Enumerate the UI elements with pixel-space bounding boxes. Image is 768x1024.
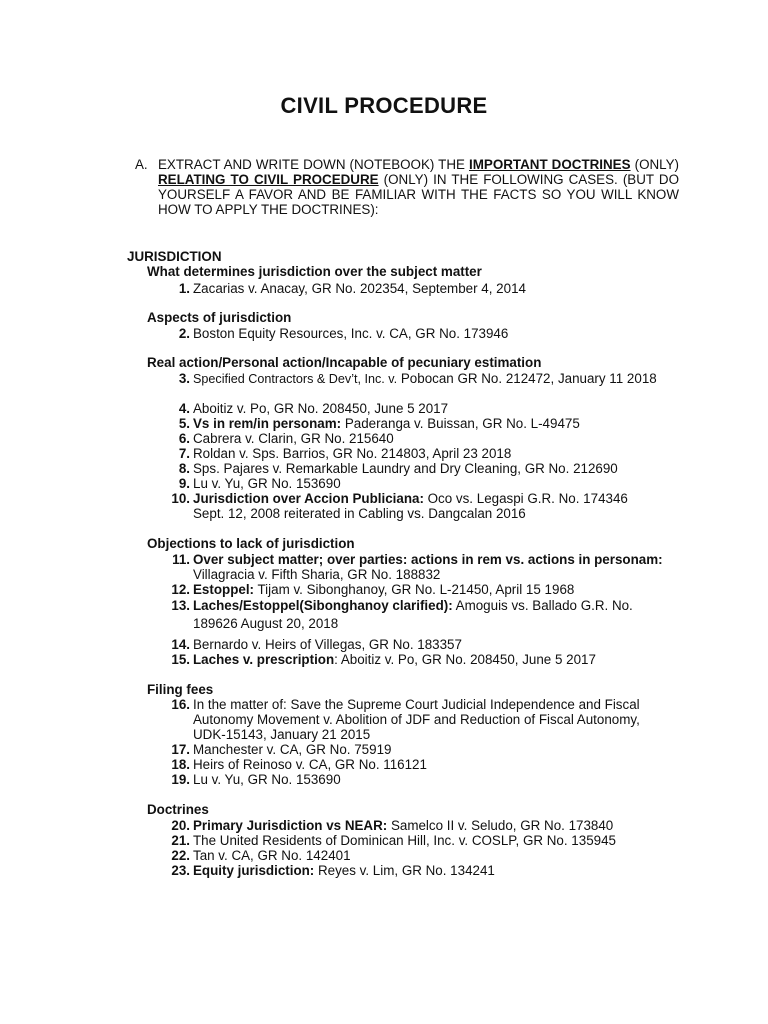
item-number: 21. [171,833,190,848]
important-doctrines-label: IMPORTANT DOCTRINES [469,157,631,172]
instructions-letter: A. [135,157,148,172]
item-text [193,552,663,582]
item-text: Bernardo v. Heirs of Villegas, GR No. 183357 [193,637,462,652]
item-text: Sps. Pajares v. Remarkable Laundry and Dry Cleaning, GR No. 212690 [193,461,618,476]
item-text: Zacarias v. Anacay, GR No. 202354, September 4, 2014 [193,281,526,296]
item-text: Cabrera v. Clarin, GR No. 215640 [193,431,394,446]
case-name: Specified Contractors & Dev’t, Inc. v. [193,372,398,386]
section-heading: Real action/Personal action/Incapable of pecuniary estimation [147,355,542,370]
case-citation: Amoguis vs. Ballado G.R. No. 189626 August 20, 2018 [193,598,633,631]
item-text [193,597,668,633]
item-number: 7. [178,446,190,461]
item-topic: Vs in rem/in personam: [193,416,342,431]
section-heading: Doctrines [147,802,209,817]
case-citation: Reyes v. Lim, GR No. 134241 [314,863,495,878]
item-number: 3. [178,371,190,386]
case-citation: Tijam v. Sibonghanoy, GR No. L-21450, April 15 1968 [254,582,575,597]
item-number: 16. [171,697,190,712]
item-topic: Over subject matter; over parties: actions in rem vs. actions in personam: [193,552,663,567]
item-topic: Estoppel: [193,582,255,597]
item-text [193,863,687,878]
item-topic: Equity jurisdiction: [193,863,315,878]
item-text [193,818,687,833]
item-text [193,371,687,387]
case-citation: Pobocan GR No. 212472, January 11 2018 [397,371,657,386]
item-number: 22. [171,848,190,863]
item-topic: Primary Jurisdiction vs NEAR: [193,818,388,833]
item-number: 23. [171,863,190,878]
item-text: Lu v. Yu, GR No. 153690 [193,772,341,787]
item-number: 6. [178,431,190,446]
item-number: 14. [171,637,190,652]
item-number: 11. [172,552,190,567]
item-text: In the matter of: Save the Supreme Court Judicial Independence and Fiscal Autonomy Movement v. Abolition of JDF and Reduction of Fiscal Autonomy, UDK-15143, January 21 2015 [193,697,640,742]
item-text [193,652,687,667]
item-text: Roldan v. Sps. Barrios, GR No. 214803, April 23 2018 [193,446,512,461]
item-topic: Laches v. prescription [193,652,335,667]
item-number: 17. [171,742,190,757]
item-number: 15. [171,652,190,667]
item-number: 19. [171,772,190,787]
item-number: 12. [171,582,190,597]
item-text: Heirs of Reinoso v. CA, GR No. 116121 [193,757,427,772]
case-citation: Samelco II v. Seludo, GR No. 173840 [387,818,614,833]
item-text [193,582,687,597]
item-text: Aboitiz v. Po, GR No. 208450, June 5 2017 [193,401,449,416]
item-text: Manchester v. CA, GR No. 75919 [193,742,392,757]
item-text: Tan v. CA, GR No. 142401 [193,848,351,863]
section-heading: What determines jurisdiction over the subject matter [147,264,482,279]
item-number: 2. [178,326,190,341]
item-number: 5. [178,416,190,431]
item-number: 9. [178,476,190,491]
section-heading: Aspects of jurisdiction [147,310,292,325]
item-topic: Laches/Estoppel(Sibonghanoy clarified): [193,598,453,613]
item-text: Lu v. Yu, GR No. 153690 [193,476,341,491]
jurisdiction-heading: JURISDICTION [127,249,222,264]
case-citation: Paderanga v. Buissan, GR No. L-49475 [341,416,580,431]
page-title: CIVIL PROCEDURE [280,93,488,118]
instructions-part: (ONLY) [630,157,679,172]
relating-label: RELATING TO CIVIL PROCEDURE [158,172,379,187]
item-number: 18. [171,757,190,772]
item-number: 1. [178,281,190,296]
section-heading: Filing fees [147,682,214,697]
section-heading: Objections to lack of jurisdiction [147,536,355,551]
item-number: 13. [171,598,190,613]
case-citation: Villagracia v. Fifth Sharia, GR No. 188832 [193,567,441,582]
instructions-part: EXTRACT AND WRITE DOWN (NOTEBOOK) THE [158,157,470,172]
item-number: 8. [178,461,190,476]
item-number: 4. [178,401,190,416]
case-citation: : Aboitiz v. Po, GR No. 208450, June 5 2017 [334,652,596,667]
item-text: The United Residents of Dominican Hill, Inc. v. COSLP, GR No. 135945 [193,833,616,848]
item-text [193,491,658,521]
item-text: Boston Equity Resources, Inc. v. CA, GR No. 173946 [193,326,509,341]
item-text [193,416,687,431]
item-number: 20. [171,818,190,833]
instructions-text [158,157,679,217]
item-topic: Jurisdiction over Accion Publiciana: [193,491,424,506]
item-number: 10. [171,491,190,506]
instructions-part: (ONLY) IN THE FOLLOWING CASES. (BUT DO YOURSELF A FAVOR AND BE FAMILIAR WITH THE FACTS SO YOU WILL KNOW HOW TO APPLY THE DOCTRINES): [158,172,679,217]
case-citation: Oco vs. Legaspi G.R. No. 174346 Sept. 12, 2008 reiterated in Cabling vs. Dangcalan 2016 [193,491,628,521]
